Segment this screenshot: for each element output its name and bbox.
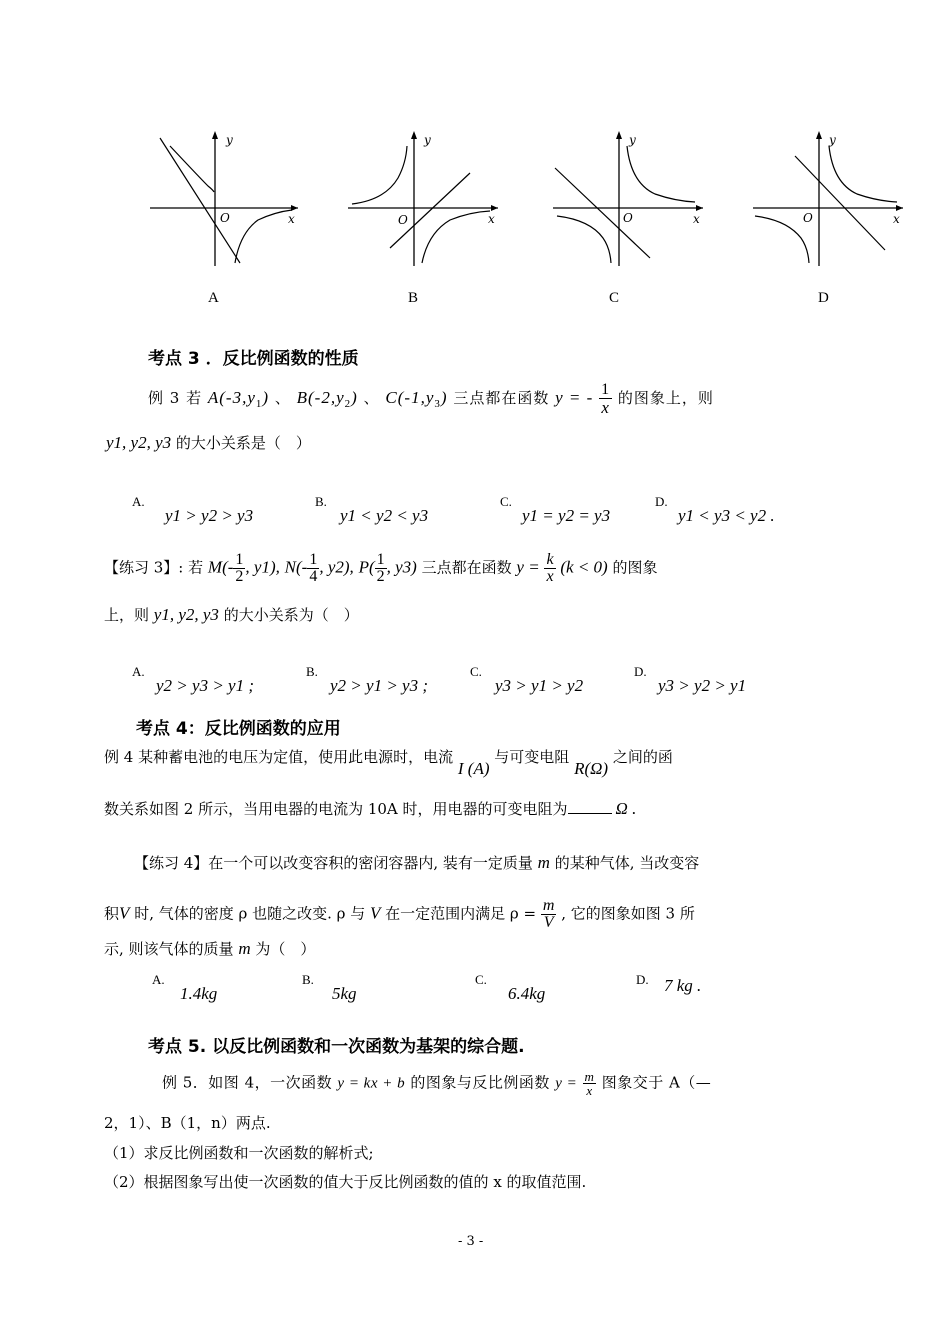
text: ): [351, 388, 358, 407]
x-axis-label: x: [488, 212, 495, 226]
example-3-line1: [148, 382, 714, 416]
page-number: - 3 -: [458, 1234, 484, 1249]
graph-label-c: C: [609, 290, 620, 306]
text: 上，则: [104, 606, 150, 624]
text: 之间的函: [612, 748, 673, 766]
text: 与可变电阻: [494, 748, 570, 766]
text: 、: [363, 389, 380, 407]
text: 数关系如图 2 所示，当用电器的电流为 10A 时，用电器的可变电阻为: [104, 800, 568, 818]
text: ): [440, 388, 448, 407]
text: 的图象上，则: [617, 389, 714, 407]
y-axis-label: y: [829, 133, 836, 147]
option-p3b-letter: B.: [306, 664, 318, 679]
point-c: [385, 388, 448, 410]
text: 为（ ）: [255, 940, 316, 958]
option-3d-letter: D.: [655, 494, 668, 509]
text: 的图象与反比例函数: [410, 1073, 550, 1092]
text: 在一定范围内满足 ρ =: [385, 904, 537, 923]
practice-3-line1: [104, 552, 658, 585]
practice-4-line2: [104, 898, 695, 931]
option-p3b-expr: y2 > y1 > y3 ;: [330, 676, 428, 695]
numerator: 1: [235, 551, 244, 568]
example-5-question-1: （1）求反比例函数和一次函数的解析式;: [104, 1144, 374, 1162]
section-4-heading: 考点 4：反比例函数的应用: [136, 719, 341, 739]
y-axis-label: y: [424, 133, 431, 147]
text: 图象交于 A（—: [601, 1073, 712, 1092]
numerator: k: [546, 551, 554, 568]
text: 【练习 4】在一个可以改变容积的密闭容器内, 装有一定质量: [134, 854, 533, 872]
text: , y1),: [245, 557, 280, 577]
text: 例 4 某种蓄电池的电压为定值，使用此电源时，电流: [104, 748, 454, 766]
option-p4d-letter: D.: [636, 972, 649, 987]
text: 的某种气体, 当改变容: [554, 854, 700, 872]
denominator: x: [601, 398, 610, 417]
fraction: [544, 552, 555, 585]
text: B(-2,: [296, 388, 337, 407]
point-b: [296, 388, 358, 410]
option-p3c-expr: y3 > y1 > y2: [495, 676, 584, 695]
unit: Ω .: [615, 799, 637, 818]
point-m: M(-: [207, 557, 234, 577]
graph-d: [745, 128, 905, 268]
current-expr: I (A): [457, 759, 490, 778]
option-p4c-expr: 6.4kg: [508, 984, 546, 1003]
option-3c-letter: C.: [500, 494, 512, 509]
text: y: [336, 388, 345, 407]
point-p: P(: [358, 557, 375, 577]
text: A(-3,: [207, 388, 248, 407]
option-p3a-letter: A.: [132, 664, 145, 679]
option-p3a-expr: y2 > y3 > y1 ;: [156, 676, 254, 695]
point-a: [207, 388, 270, 410]
option-p4b-letter: B.: [302, 972, 314, 987]
text: 、: [274, 389, 291, 407]
origin-label: O: [220, 211, 230, 225]
fraction: [307, 552, 319, 585]
denominator: 2: [235, 568, 244, 585]
text: 积: [104, 904, 120, 923]
function-lhs: y =: [516, 557, 540, 577]
numerator: m: [542, 897, 555, 914]
fraction: [599, 382, 612, 416]
fraction: [583, 1070, 597, 1097]
denominator: x: [586, 1083, 593, 1098]
option-p4a-letter: A.: [152, 972, 165, 987]
variable-v: V: [369, 903, 381, 923]
text: 的图象: [612, 558, 658, 577]
inverse-function-lhs: y =: [555, 1075, 578, 1092]
linear-function: y = kx + b: [337, 1075, 406, 1092]
graph-c: [545, 128, 705, 268]
numerator: 1: [376, 551, 385, 568]
practice-4-line3: [104, 938, 315, 959]
y-axis-label: y: [629, 133, 636, 147]
practice-3-line2: [104, 604, 359, 625]
option-p4d-expr: 7 kg .: [664, 976, 702, 995]
numerator: m: [584, 1069, 595, 1084]
text: y: [247, 388, 256, 407]
text: 三点都在函数: [453, 389, 550, 407]
section-3-heading: 考点 3 ．反比例函数的性质: [148, 349, 359, 369]
option-3a-letter: A.: [132, 494, 145, 509]
resistance-expr: R(Ω): [574, 759, 609, 778]
x-axis-label: x: [893, 212, 900, 226]
text: , y2),: [319, 557, 354, 577]
example-5-question-2: （2）根据图象写出使一次函数的值大于反比例函数的值的 x 的取值范围.: [104, 1173, 587, 1191]
numerator: 1: [309, 551, 318, 568]
option-p3d-expr: y3 > y2 > y1: [658, 676, 747, 695]
text: , 它的图象如图 3 所: [561, 904, 695, 923]
numerator: 1: [601, 381, 611, 398]
example-3-line2: [106, 432, 311, 453]
text: ): [262, 388, 270, 407]
denominator: 2: [376, 568, 385, 585]
option-p3c-letter: C.: [470, 664, 482, 679]
answer-blank[interactable]: [568, 813, 612, 814]
origin-label: O: [398, 213, 408, 227]
denominator: x: [546, 568, 554, 585]
origin-label: O: [623, 211, 633, 225]
text: 【练习 3】: 若: [104, 558, 204, 577]
fraction: [233, 552, 245, 585]
example-4-line2: [104, 798, 636, 819]
variable-m: m: [537, 853, 550, 872]
origin-label: O: [803, 211, 813, 225]
denominator: V: [543, 914, 554, 931]
option-p4a-expr: 1.4kg: [180, 984, 218, 1003]
fraction: [541, 898, 557, 931]
option-3c-expr: y1 = y2 = y3: [522, 506, 611, 525]
text: , y3): [386, 557, 417, 577]
fraction: [375, 552, 387, 585]
text: 1: [255, 398, 263, 410]
text: 2: [344, 398, 352, 410]
text: y: [425, 388, 435, 407]
text: 示, 则该气体的质量: [104, 940, 234, 958]
option-p4b-expr: 5kg: [332, 984, 357, 1003]
graph-b: [340, 128, 500, 268]
example-5-line2: 2，1）、B（1，n）两点.: [104, 1114, 271, 1132]
variable-v: V: [119, 903, 130, 923]
example-5-line1: [162, 1070, 711, 1097]
option-p4c-letter: C.: [475, 972, 487, 987]
example-4-line1: [104, 746, 673, 778]
denominator: 4: [309, 568, 318, 585]
option-p3d-letter: D.: [634, 664, 647, 679]
text: 3: [434, 398, 441, 410]
graph-label-a: A: [208, 290, 219, 306]
text: C(-1,: [385, 388, 426, 407]
text: 的大小关系为（ ）: [223, 606, 359, 624]
graph-a: [140, 128, 300, 268]
option-3b-letter: B.: [315, 494, 327, 509]
variable-m: m: [238, 939, 251, 958]
graph-label-b: B: [408, 290, 419, 306]
text: 的大小关系是（ ）: [175, 434, 311, 452]
graph-label-d: D: [818, 290, 829, 306]
practice-4-line1: [134, 852, 699, 873]
variables: y1, y2, y3: [106, 433, 172, 452]
text: 时, 气体的密度 ρ 也随之改变. ρ 与: [134, 904, 366, 923]
text: 例 3 若: [148, 389, 203, 407]
text: 三点都在函数: [421, 558, 512, 577]
x-axis-label: x: [693, 212, 700, 226]
function-lhs: y = -: [555, 388, 594, 407]
y-axis-label: y: [226, 133, 233, 147]
option-3d-expr: y1 < y3 < y2 .: [678, 506, 775, 525]
variables: y1, y2, y3: [153, 605, 219, 624]
option-3a-expr: y1 > y2 > y3: [165, 506, 254, 525]
condition: (k < 0): [560, 557, 608, 577]
option-3b-expr: y1 < y2 < y3: [340, 506, 429, 525]
text: 例 5．如图 4，一次函数: [162, 1073, 333, 1092]
x-axis-label: x: [288, 212, 295, 226]
section-5-heading: 考点 5. 以反比例函数和一次函数为基架的综合题.: [148, 1037, 525, 1057]
point-n: N(-: [284, 557, 308, 577]
